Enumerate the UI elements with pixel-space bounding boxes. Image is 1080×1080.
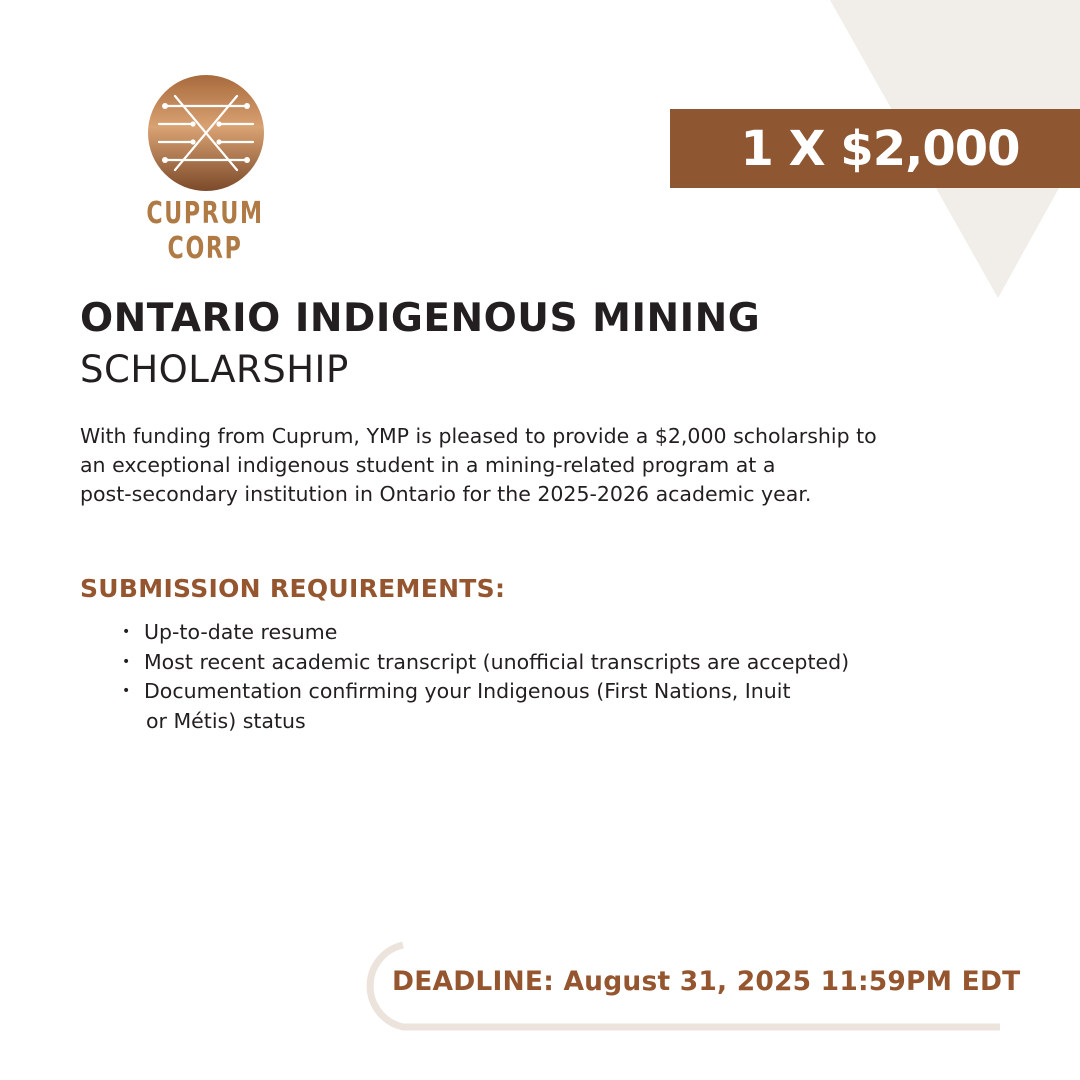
- bullet-icon: •: [122, 624, 131, 640]
- intro-paragraph: [80, 422, 1020, 509]
- list-item: [120, 648, 1020, 678]
- page-subtitle: SCHOLARSHIP: [80, 348, 349, 391]
- deadline-text: DEADLINE: August 31, 2025 11:59PM EDT: [392, 966, 1021, 997]
- list-item-text: Documentation confirming your Indigenous (First Nations, Inuit: [144, 679, 791, 703]
- requirements-heading: SUBMISSION REQUIREMENTS:: [80, 574, 506, 603]
- intro-line: an exceptional indigenous student in a mining-related program at a: [80, 453, 776, 477]
- list-item-text: Most recent academic transcript (unofficial transcripts are accepted): [144, 649, 850, 674]
- list-item: [120, 618, 1020, 648]
- list-item-continuation: or Métis) status: [146, 708, 306, 733]
- page-title: ONTARIO INDIGENOUS MINING: [80, 296, 761, 341]
- cuprum-emblem-icon: [147, 74, 265, 192]
- bullet-icon: •: [122, 683, 131, 699]
- requirements-list: [120, 618, 1020, 736]
- brand-name: CUPRUM CORP: [146, 196, 264, 266]
- bullet-icon: •: [122, 653, 131, 670]
- intro-line: With funding from Cuprum, YMP is pleased to provide a $2,000 scholarship to: [80, 424, 877, 448]
- list-item-text: Up-to-date resume: [144, 620, 338, 644]
- cuprum-logo: [100, 72, 310, 266]
- list-item: [120, 677, 1020, 736]
- prize-banner: 1 X $2,000: [670, 109, 1080, 188]
- intro-line: post-secondary institution in Ontario for the 2025-2026 academic year.: [80, 482, 812, 506]
